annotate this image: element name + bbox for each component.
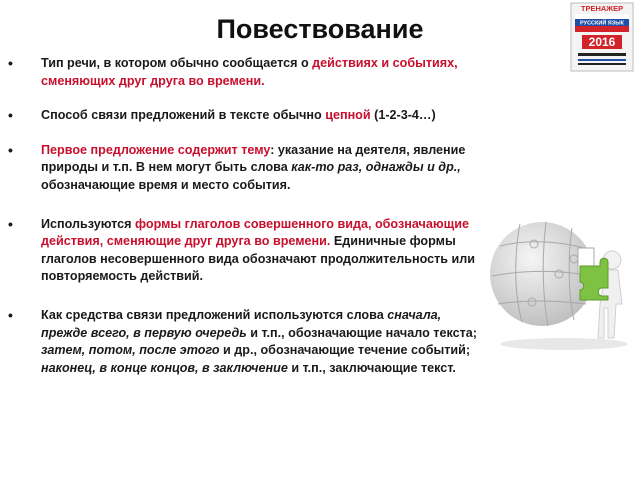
puzzle-figure-icon bbox=[484, 204, 640, 354]
bullet-item-1: • Тип речи, в котором обычно сообщается о действиях и событиях, сменяющих друг друга во времени. bbox=[8, 55, 478, 90]
bullet-item-4: • Используются формы глаголов совершенного вида, обозначающие действия, сменяющие друг друга во времени. Единичные формы глаголов несовершенного вида обозначают продолжительность или повторяемость действий. bbox=[8, 216, 478, 286]
bullet-list bbox=[8, 55, 478, 377]
cover-label-top: ТРЕНАЖЕР bbox=[580, 4, 624, 13]
bullet-item-5: • Как средства связи предложений используются слова сначала, прежде всего, в первую очередь и т.п., обозначающие начало текста; затем, потом, после этого и др., обозначающие течение событий; наконец, в конце концов, в заключение и т.п., заключающие текст. bbox=[8, 307, 478, 377]
slide-title: Повествование bbox=[216, 14, 424, 44]
bullet-item-2: • Способ связи предложений в тексте обычно цепной (1-2-3-4…) bbox=[8, 107, 478, 125]
cover-year: 2016 bbox=[588, 35, 616, 49]
book-cover-icon bbox=[570, 2, 634, 72]
bullet-item-3: • Первое предложение содержит тему: указание на деятеля, явление природы и т.п. В нем могут быть слова как-то раз, однажды и др., обозначающие время и место события. bbox=[8, 142, 478, 195]
cover-label-mid: РУССКИЙ ЯЗЫК bbox=[580, 20, 624, 27]
